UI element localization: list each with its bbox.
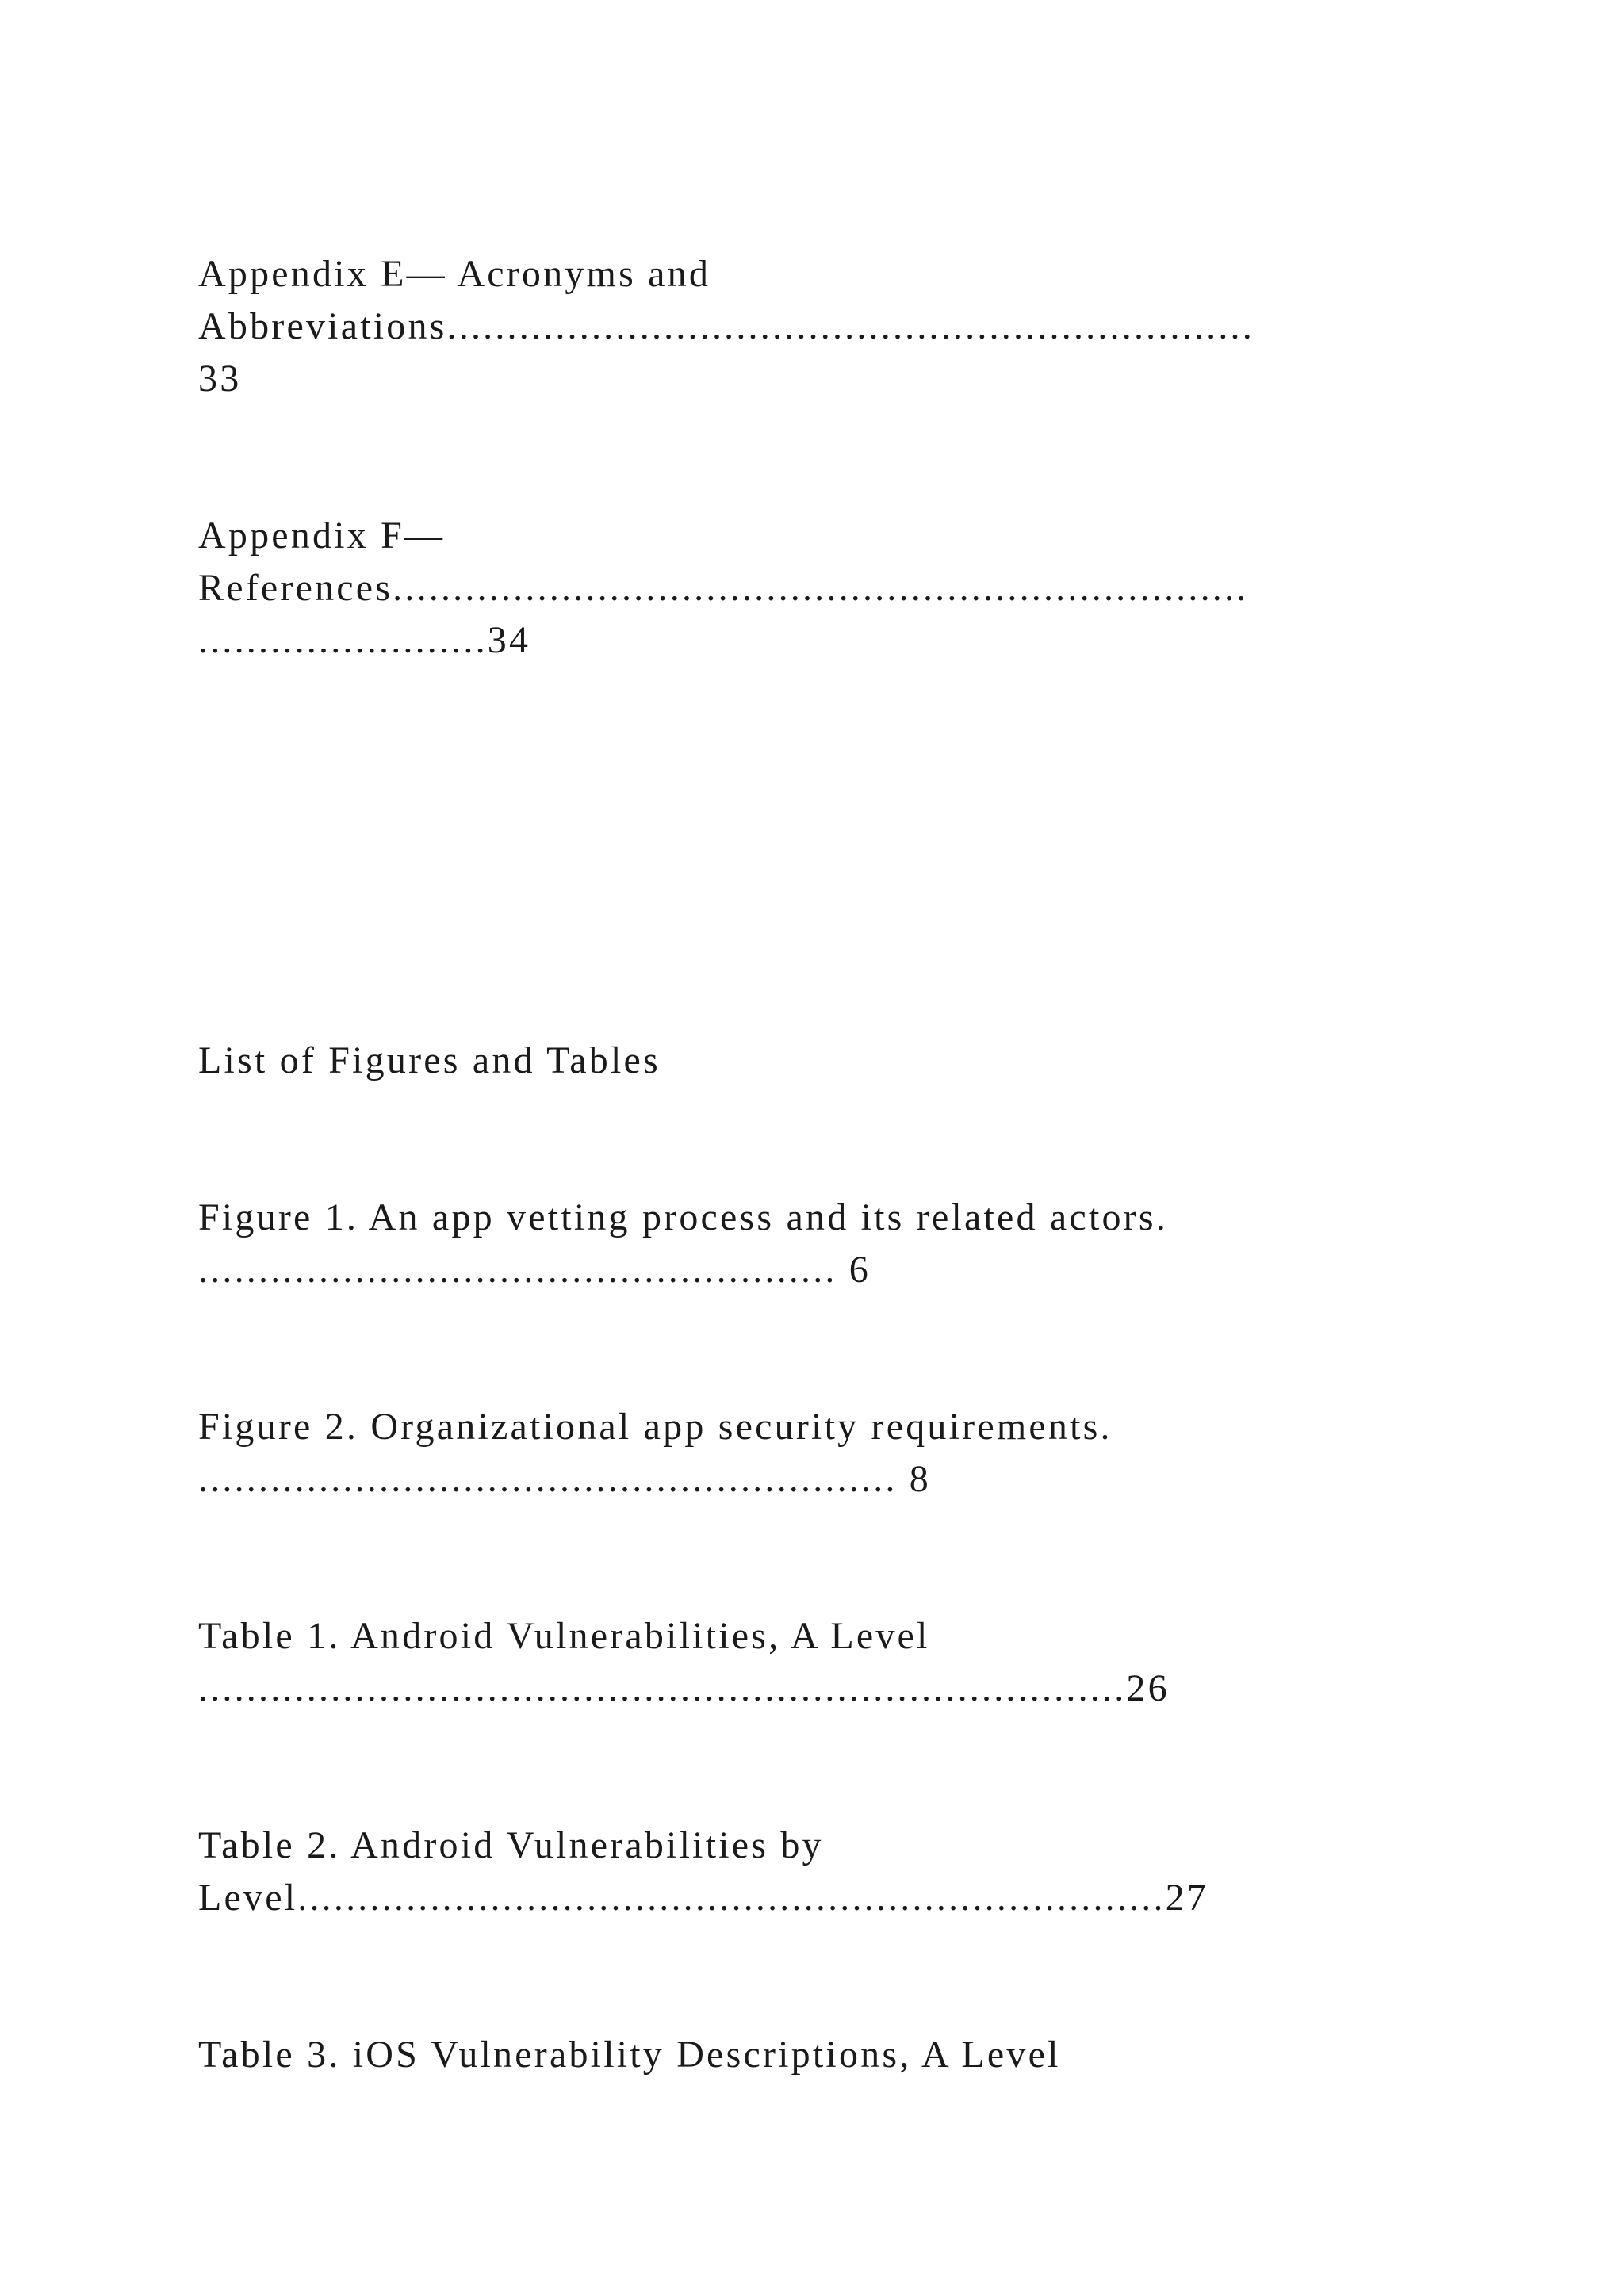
toc-appendix-f-leader: References....................................................................... — [198, 567, 1249, 609]
toc-table-3-title: Table 3. iOS Vulnerability Descriptions, A Level — [198, 2034, 1061, 2076]
toc-table-2-leader: Level........................................................................27 — [198, 1877, 1209, 1919]
toc-figure-2-leader: .......................................................... 8 — [198, 1458, 931, 1500]
toc-table-1-leader: .............................................................................26 — [198, 1667, 1170, 1709]
toc-appendix-e-leader: Abbreviations................................................................... — [198, 305, 1254, 347]
toc-figure-1-leader: ..................................................... 6 — [198, 1249, 871, 1291]
toc-appendix-e-page: 33 — [198, 358, 242, 400]
toc-appendix-e-title: Appendix E— Acronyms and — [198, 253, 711, 295]
toc-table-2-title: Table 2. Android Vulnerabilities by — [198, 1824, 824, 1866]
list-of-figures-heading: List of Figures and Tables — [198, 1039, 661, 1081]
toc-figure-2-title: Figure 2. Organizational app security requirements. — [198, 1406, 1113, 1448]
toc-figure-1-title: Figure 1. An app vetting process and its related actors. — [198, 1196, 1168, 1238]
toc-table-1-title: Table 1. Android Vulnerabilities, A Level — [198, 1615, 930, 1657]
toc-appendix-f-title: Appendix F— — [198, 515, 446, 557]
toc-appendix-f-page: ........................34 — [198, 619, 531, 661]
